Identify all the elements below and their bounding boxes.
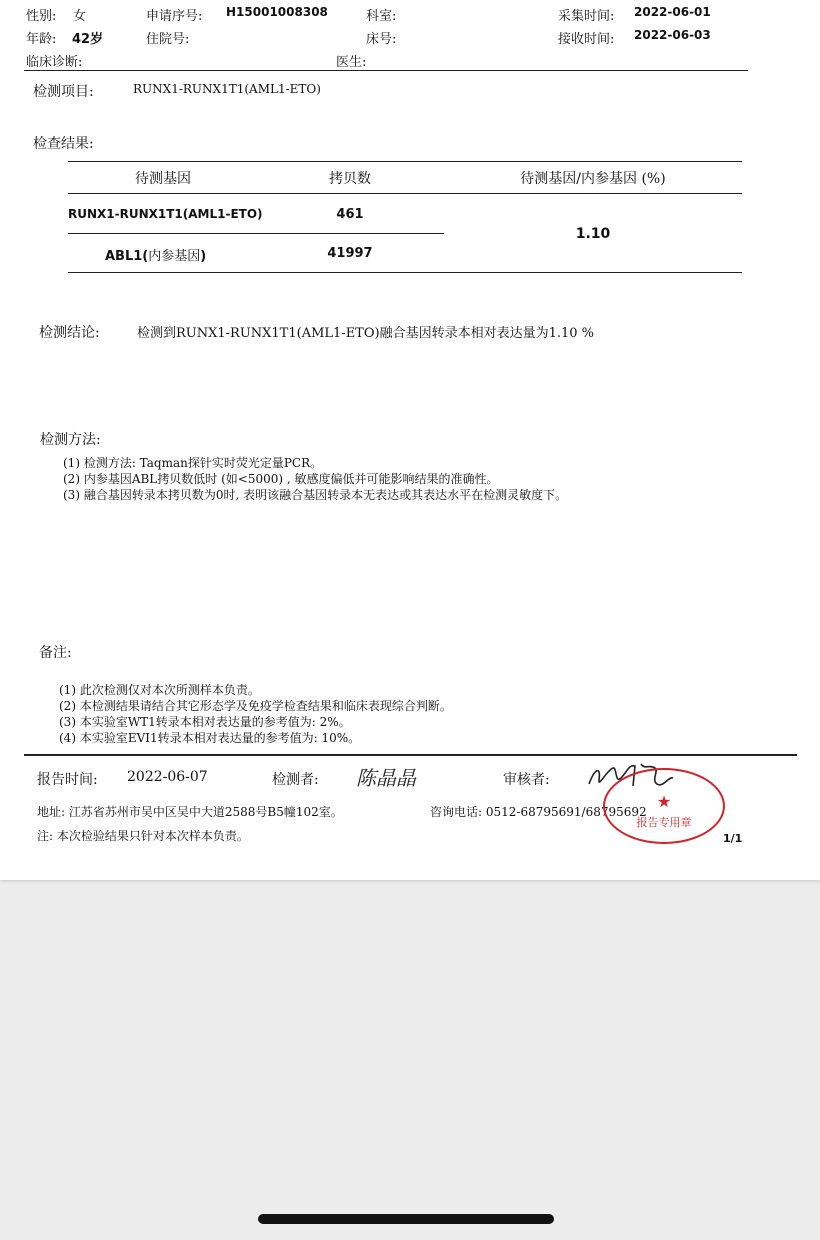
row2-copies: 41997: [327, 246, 373, 261]
method-item-3: (3) 融合基因转录本拷贝数为0时, 表明该融合基因转录本无表达或其表达水平在检测灵敏度下。: [63, 488, 568, 502]
method-item-2: (2) 内参基因ABL拷贝数低时 (如<5000) , 敏感度偏低并可能影响结果的准确性。: [63, 472, 499, 486]
official-stamp: [603, 768, 725, 844]
table-bottom-border: [68, 272, 742, 273]
note-item-4: (4) 本实验室EVI1转录本相对表达量的参考值为: 10%。: [59, 731, 361, 745]
row1-copies: 461: [336, 207, 364, 222]
disclaimer: 注: 本次检验结果只针对本次样本负责。: [37, 829, 249, 843]
tester-signature: 陈晶晶: [356, 766, 416, 790]
col-header-ratio: 待测基因/内参基因 (%): [520, 171, 666, 187]
reviewer-label: 审核者:: [503, 772, 550, 788]
gender-label: 性别:: [26, 9, 57, 24]
col-header-copies: 拷贝数: [329, 171, 371, 187]
row1-gene: RUNX1-RUNX1T1(AML1-ETO): [68, 207, 263, 221]
receive-time-label: 接收时间:: [558, 32, 615, 47]
results-title: 检查结果:: [33, 136, 94, 152]
notes-title: 备注:: [39, 645, 72, 661]
row2-gene: [105, 245, 206, 264]
note-item-3: (3) 本实验室WT1转录本相对表达量的参考值为: 2%。: [59, 715, 351, 729]
test-item-value: RUNX1-RUNX1T1(AML1-ETO): [133, 82, 321, 96]
page-number: 1/1: [723, 832, 743, 845]
receive-time-value: 2022-06-03: [634, 28, 711, 42]
report-time-value: 2022-06-07: [127, 769, 208, 785]
age-label: 年龄:: [26, 32, 57, 47]
header-divider: [24, 70, 748, 71]
row2-gene-suffix: ): [200, 249, 207, 264]
table-top-border: [68, 161, 742, 162]
conclusion-text: 检测到RUNX1-RUNX1T1(AML1-ETO)融合基因转录本相对表达量为1.10 %: [137, 326, 595, 341]
collection-time-value: 2022-06-01: [634, 5, 711, 19]
inpatient-no-label: 住院号:: [146, 32, 190, 47]
footer-divider: [24, 754, 797, 756]
col-header-gene: 待测基因: [135, 171, 191, 187]
method-item-1: (1) 检测方法: Taqman探针实时荧光定量PCR。: [63, 456, 323, 470]
stamp-star-icon: ★: [656, 792, 672, 811]
application-no-label: 申请序号:: [146, 9, 203, 24]
application-no-value: H15001008308: [226, 5, 328, 19]
tester-label: 检测者:: [272, 772, 319, 788]
bed-no-label: 床号:: [366, 32, 397, 47]
report-time-label: 报告时间:: [37, 772, 98, 788]
phone: 咨询电话: 0512-68795691/68795692: [430, 805, 647, 819]
stamp-text: 报告专用章: [636, 816, 692, 829]
doctor-label: 医生:: [336, 55, 367, 70]
row2-gene-prefix: ABL1(: [105, 249, 149, 264]
age-value: 42岁: [72, 32, 104, 47]
clinical-diagnosis-label: 临床诊断:: [26, 55, 83, 70]
gender-value: 女: [73, 9, 87, 24]
row2-gene-middle: 内参基因: [148, 249, 201, 264]
conclusion-label: 检测结论:: [39, 325, 100, 341]
table-row-border: [68, 233, 444, 234]
home-indicator[interactable]: [258, 1214, 554, 1224]
note-item-1: (1) 此次检测仅对本次所测样本负责。: [59, 683, 260, 697]
note-item-2: (2) 本检测结果请结合其它形态学及免疫学检查结果和临床表现综合判断。: [59, 699, 452, 713]
method-title: 检测方法:: [40, 432, 101, 448]
test-item-label: 检测项目:: [33, 84, 94, 100]
address: 地址: 江苏省苏州市吴中区吴中大道2588号B5幢102室。: [37, 805, 343, 819]
department-label: 科室:: [366, 9, 397, 24]
collection-time-label: 采集时间:: [558, 9, 615, 24]
table-header-border: [68, 193, 742, 194]
ratio-value: 1.10: [575, 226, 611, 242]
